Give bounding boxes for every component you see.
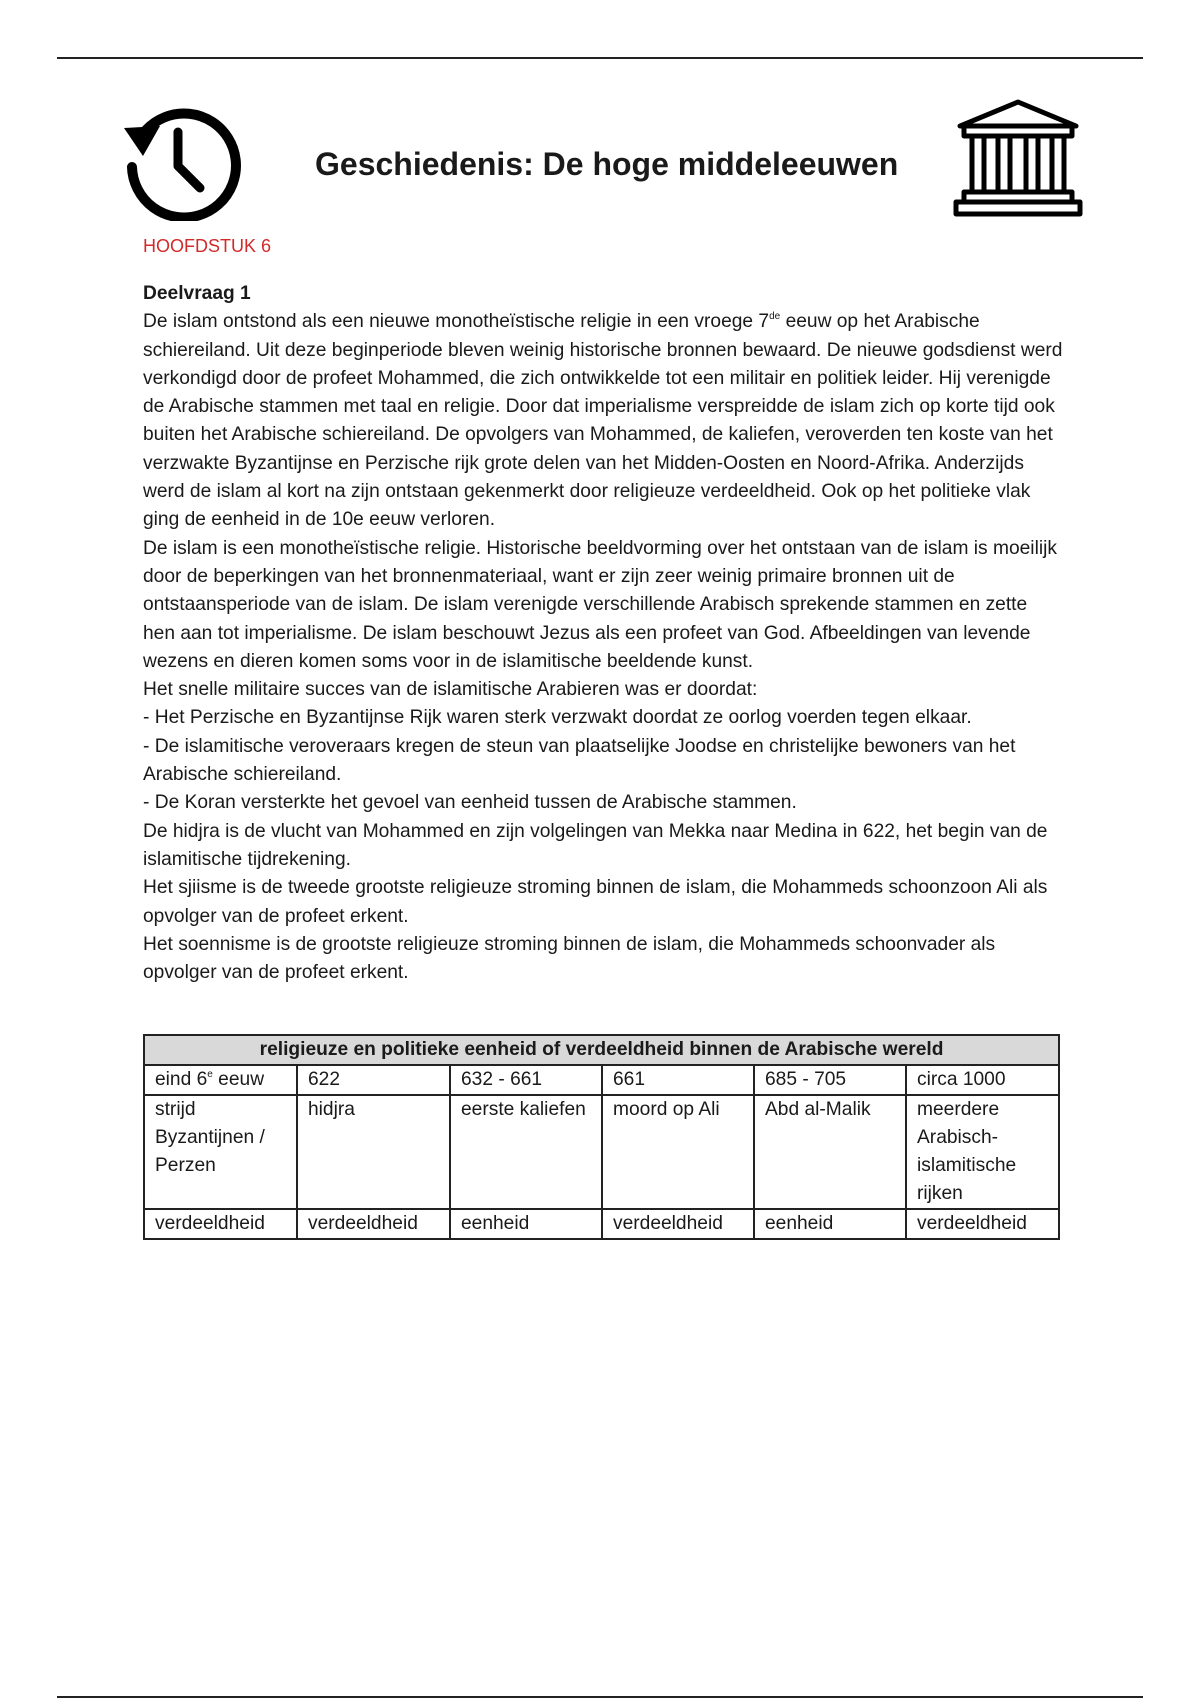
bullet-item: - De Koran versterkte het gevoel van eenheid tussen de Arabische stammen. <box>143 792 797 814</box>
table-title: religieuze en politieke eenheid of verdeeldheid binnen de Arabische wereld <box>144 1035 1059 1065</box>
table-cell-status: verdeeldheid <box>144 1209 297 1239</box>
table-cell-date: 685 - 705 <box>754 1065 906 1095</box>
document-body <box>143 280 1063 987</box>
section-heading: Deelvraag 1 <box>143 283 251 304</box>
paragraph-religion: De islam is een monotheïstische religie. Historische beeldvorming over het ontstaan van de islam is moeilijk door de beperkingen van het bronnenmateriaal, want er zijn zeer weinig primaire bronnen uit de ontstaansperiode van de islam. De islam verenigde verschillende Arabisch sprekende stammen en zette hen aan tot imperialisme. De islam beschouwt Jezus als een profeet van God. Afbeeldingen van levende wezens en dieren komen soms voor in de islamitische beeldende kunst. <box>143 537 1057 672</box>
table-row-status <box>144 1209 1059 1239</box>
table-cell-event: strijd Byzantijnen / Perzen <box>144 1095 297 1209</box>
top-divider <box>57 57 1143 59</box>
table-header-row <box>144 1035 1059 1065</box>
paragraph-success: Het snelle militaire succes van de islamitische Arabieren was er doordat: <box>143 679 758 701</box>
chapter-label: HOOFDSTUK 6 <box>143 236 272 256</box>
bottom-divider <box>57 1696 1143 1698</box>
table-cell-date: circa 1000 <box>906 1065 1059 1095</box>
paragraph-intro: De islam ontstond als een nieuwe monotheïstische religie in een vroege 7de eeuw op het Arabische schiereiland. Uit deze beginperiode bleven weinig historische bronnen bewaard. De nieuwe godsdienst werd verkondigd door de profeet Mohammed, die zich ontwikkelde tot een militair en politiek leider. Hij verenigde de Arabische stammen met taal en religie. Door dat imperialisme verspreidde de islam zich op korte tijd ook buiten het Arabische schiereiland. De opvolgers van Mohammed, de kaliefen, veroverden ten koste van het verzwakte Byzantijnse en Perzische rijk grote delen van het Midden-Oosten en Noord-Afrika. Anderzijds werd de islam al kort na zijn ontstaan gekenmerkt door religieuze verdeeldheid. Ook op het politieke vlak ging de eenheid in de 10e eeuw verloren. <box>143 311 1063 531</box>
bullet-item: - De islamitische veroveraars kregen de steun van plaatselijke Joodse en christelijke bewoners van het Arabische schiereiland. <box>143 735 1016 786</box>
table-row-dates <box>144 1065 1059 1095</box>
paragraph-hidjra: De hidjra is de vlucht van Mohammed en zijn volgelingen van Mekka naar Medina in 622, het begin van de islamitische tijdrekening. <box>143 820 1048 870</box>
table-cell-event: hidjra <box>297 1095 450 1209</box>
history-icon <box>120 96 245 221</box>
paragraph-sjiisme: Het sjiisme is de tweede grootste religieuze stroming binnen de islam, die Mohammeds schoonzoon Ali als opvolger van de profeet erkent. <box>143 877 1048 927</box>
paragraph-soennisme: Het soennisme is de grootste religieuze stroming binnen de islam, die Mohammeds schoonvader als opvolger van de profeet erkent. <box>143 933 996 984</box>
table-cell-status: verdeeldheid <box>906 1209 1059 1239</box>
table-cell-status: verdeeldheid <box>297 1209 450 1239</box>
table-row-events <box>144 1095 1059 1209</box>
museum-icon <box>952 98 1084 220</box>
table-cell-date: 632 - 661 <box>450 1065 602 1095</box>
bullet-item: - Het Perzische en Byzantijnse Rijk waren sterk verzwakt doordat ze oorlog voerden tegen elkaar. <box>143 707 972 729</box>
table-cell-date: 622 <box>297 1065 450 1095</box>
table-cell-status: verdeeldheid <box>602 1209 754 1239</box>
table-cell-date: eind 6e eeuw <box>144 1065 297 1095</box>
table-cell-status: eenheid <box>754 1209 906 1239</box>
table-cell-event: meerdere Arabisch-islamitische rijken <box>906 1095 1059 1209</box>
timeline-table <box>143 1034 1060 1240</box>
page-title: Geschiedenis: De hoge middeleeuwen <box>315 146 899 182</box>
table-cell-status: eenheid <box>450 1209 602 1239</box>
table-cell-event: eerste kaliefen <box>450 1095 602 1209</box>
page-header <box>120 96 1090 226</box>
table-cell-event: moord op Ali <box>602 1095 754 1209</box>
table-cell-date: 661 <box>602 1065 754 1095</box>
table-cell-event: Abd al-Malik <box>754 1095 906 1209</box>
